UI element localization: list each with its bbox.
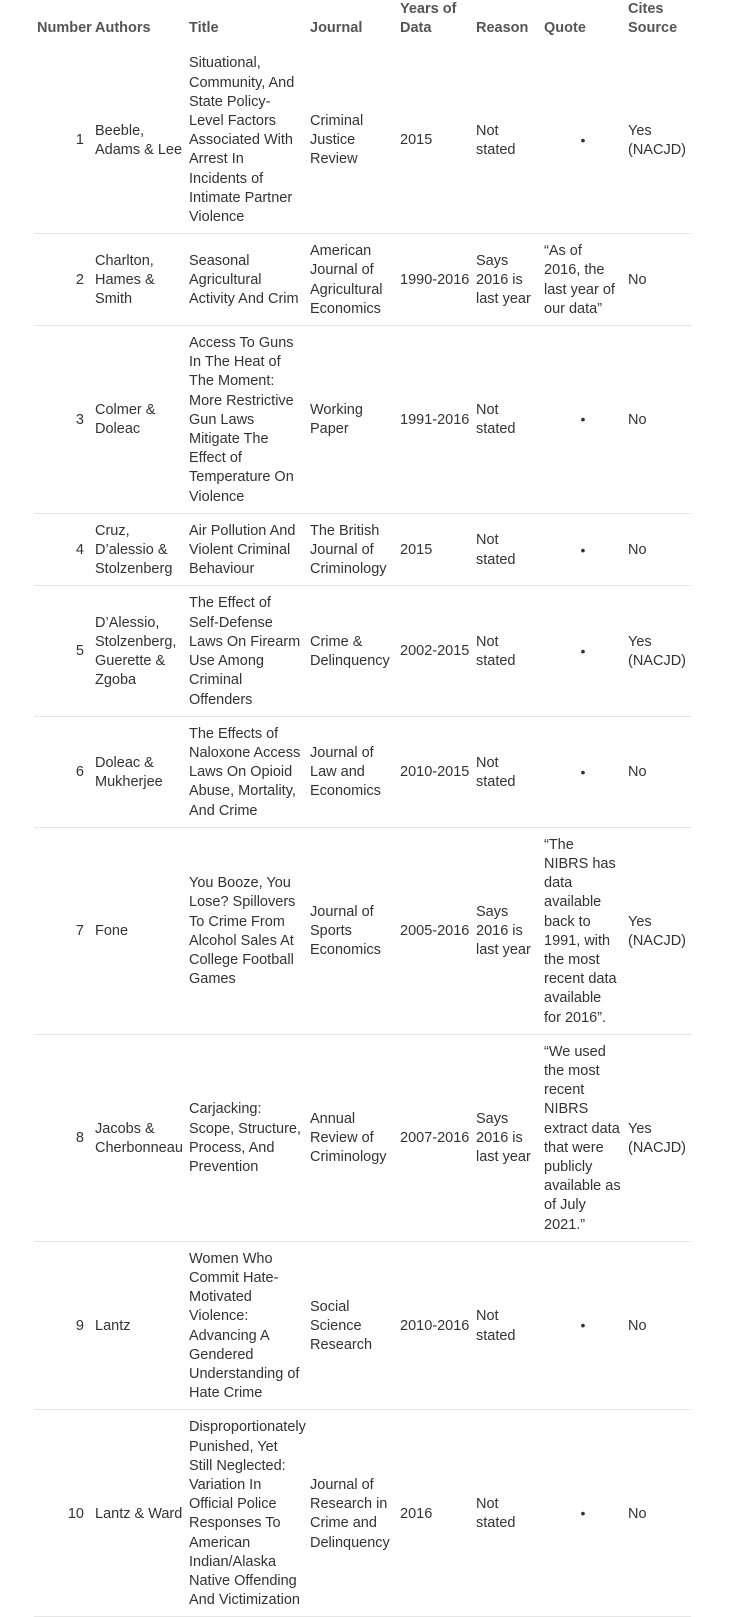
cell-cites-source: No	[625, 513, 691, 586]
empty-quote-bullet-icon: •	[580, 763, 586, 780]
cell-journal: Journal of Sports Economics	[307, 827, 397, 1034]
table-row	[34, 46, 691, 233]
cell-title: Women Who Commit Hate-Motivated Violence: Advancing A Gendered Understanding of Hate Crime	[186, 1241, 307, 1410]
table-row	[34, 1034, 691, 1241]
cell-number: 4	[34, 513, 92, 586]
cell-authors: Lantz & Ward	[92, 1410, 186, 1617]
cell-title: Access To Guns In The Heat of The Moment: More Restrictive Gun Laws Mitigate The Effect of Temperature On Violence	[186, 326, 307, 514]
cell-reason: Not stated	[473, 513, 541, 586]
cell-authors: D’Alessio, Stolzenberg, Guerette & Zgoba	[92, 586, 186, 716]
cell-number: 9	[34, 1241, 92, 1410]
cell-years-of-data: 2002-2015	[397, 586, 473, 716]
table-header	[34, 0, 691, 46]
cell-reason: Not stated	[473, 326, 541, 514]
cell-quote	[541, 1410, 625, 1617]
cell-reason: Says 2016 is last year	[473, 827, 541, 1034]
table-row	[34, 1241, 691, 1410]
header-quote: Quote	[544, 20, 586, 37]
cell-reason: Not stated	[473, 716, 541, 827]
cell-quote: “As of 2016, the last year of our data”	[541, 234, 625, 326]
cell-reason: Says 2016 is last year	[473, 1034, 541, 1241]
cell-authors: Beeble, Adams & Lee	[92, 46, 186, 233]
cell-journal: Journal of Law and Economics	[307, 716, 397, 827]
cell-title: Disproportionately Punished, Yet Still Neglected: Variation In Official Police Responses To American Indian/Alaska Native Offending And Victimization	[186, 1410, 307, 1617]
cell-years-of-data: 2015	[397, 513, 473, 586]
cell-number: 6	[34, 716, 92, 827]
cell-authors: Lantz	[92, 1241, 186, 1410]
empty-quote-bullet-icon: •	[580, 541, 586, 558]
cell-reason: Not stated	[473, 586, 541, 716]
empty-quote-bullet-icon: •	[580, 411, 586, 428]
cell-journal: Journal of Research in Crime and Delinquency	[307, 1410, 397, 1617]
cell-quote	[541, 1241, 625, 1410]
cell-reason: Not stated	[473, 1241, 541, 1410]
cell-reason: Not stated	[473, 1410, 541, 1617]
studies-table	[34, 0, 691, 1617]
cell-reason: Says 2016 is last year	[473, 234, 541, 326]
cell-journal: Working Paper	[307, 326, 397, 514]
cell-number: 3	[34, 326, 92, 514]
table-row	[34, 1410, 691, 1617]
cell-quote	[541, 513, 625, 586]
empty-quote-bullet-icon: •	[580, 131, 586, 148]
cell-authors: Colmer & Doleac	[92, 326, 186, 514]
cell-title: Seasonal Agricultural Activity And Crim	[186, 234, 307, 326]
cell-years-of-data: 1991-2016	[397, 326, 473, 514]
cell-title: Carjacking: Scope, Structure, Process, And Prevention	[186, 1034, 307, 1241]
cell-years-of-data: 1990-2016	[397, 234, 473, 326]
table-row	[34, 513, 691, 586]
cell-quote	[541, 326, 625, 514]
cell-authors: Jacobs & Cherbonneau	[92, 1034, 186, 1241]
cell-quote	[541, 716, 625, 827]
cell-journal: Annual Review of Criminology	[307, 1034, 397, 1241]
cell-title: You Booze, You Lose? Spillovers To Crime From Alcohol Sales At College Football Games	[186, 827, 307, 1034]
cell-authors: Fone	[92, 827, 186, 1034]
cell-cites-source: Yes (NACJD)	[625, 1034, 691, 1241]
cell-years-of-data: 2007-2016	[397, 1034, 473, 1241]
cell-reason: Not stated	[473, 46, 541, 233]
empty-quote-bullet-icon: •	[580, 1317, 586, 1334]
cell-authors: Cruz, D’alessio & Stolzenberg	[92, 513, 186, 586]
cell-title: The Effects of Naloxone Access Laws On Opioid Abuse, Mortality, And Crime	[186, 716, 307, 827]
cell-years-of-data: 2010-2015	[397, 716, 473, 827]
empty-quote-bullet-icon: •	[580, 642, 586, 659]
header-reason: Reason	[476, 20, 529, 37]
cell-journal: Social Science Research	[307, 1241, 397, 1410]
cell-journal: Criminal Justice Review	[307, 46, 397, 233]
cell-journal: Crime & Delinquency	[307, 586, 397, 716]
header-number: Number	[37, 20, 92, 37]
table-row	[34, 326, 691, 514]
cell-cites-source: Yes (NACJD)	[625, 586, 691, 716]
cell-cites-source: No	[625, 716, 691, 827]
table-row	[34, 234, 691, 326]
cell-journal: The British Journal of Criminology	[307, 513, 397, 586]
header-title: Title	[189, 20, 219, 37]
table-row	[34, 827, 691, 1034]
cell-cites-source: No	[625, 1410, 691, 1617]
cell-years-of-data: 2010-2016	[397, 1241, 473, 1410]
cell-number: 1	[34, 46, 92, 233]
cell-authors: Doleac & Mukherjee	[92, 716, 186, 827]
cell-cites-source: No	[625, 1241, 691, 1410]
cell-authors: Charlton, Hames & Smith	[92, 234, 186, 326]
empty-quote-bullet-icon: •	[580, 1505, 586, 1522]
cell-cites-source: No	[625, 326, 691, 514]
header-cites-source: Cites Source	[628, 1, 678, 37]
cell-cites-source: No	[625, 234, 691, 326]
cell-number: 10	[34, 1410, 92, 1617]
header-row	[34, 0, 691, 46]
cell-title: Situational, Community, And State Policy-Level Factors Associated With Arrest In Incidents of Intimate Partner Violence	[186, 46, 307, 233]
cell-journal: American Journal of Agricultural Economics	[307, 234, 397, 326]
header-years-of-data: Years of Data	[400, 1, 457, 37]
header-journal: Journal	[310, 20, 363, 37]
cell-title: The Effect of Self-Defense Laws On Firearm Use Among Criminal Offenders	[186, 586, 307, 716]
cell-cites-source: Yes (NACJD)	[625, 827, 691, 1034]
cell-quote: “The NIBRS has data available back to 1991, with the most recent data available for 2016”.	[541, 827, 625, 1034]
cell-number: 7	[34, 827, 92, 1034]
cell-cites-source: Yes (NACJD)	[625, 46, 691, 233]
table-row	[34, 586, 691, 716]
cell-number: 2	[34, 234, 92, 326]
cell-quote	[541, 46, 625, 233]
cell-number: 5	[34, 586, 92, 716]
cell-quote	[541, 586, 625, 716]
cell-title: Air Pollution And Violent Criminal Behaviour	[186, 513, 307, 586]
cell-number: 8	[34, 1034, 92, 1241]
table-body	[34, 46, 691, 1617]
table-row	[34, 716, 691, 827]
cell-years-of-data: 2016	[397, 1410, 473, 1617]
cell-years-of-data: 2005-2016	[397, 827, 473, 1034]
header-authors: Authors	[95, 20, 151, 37]
cell-years-of-data: 2015	[397, 46, 473, 233]
cell-quote: “We used the most recent NIBRS extract data that were publicly available as of July 2021.”	[541, 1034, 625, 1241]
